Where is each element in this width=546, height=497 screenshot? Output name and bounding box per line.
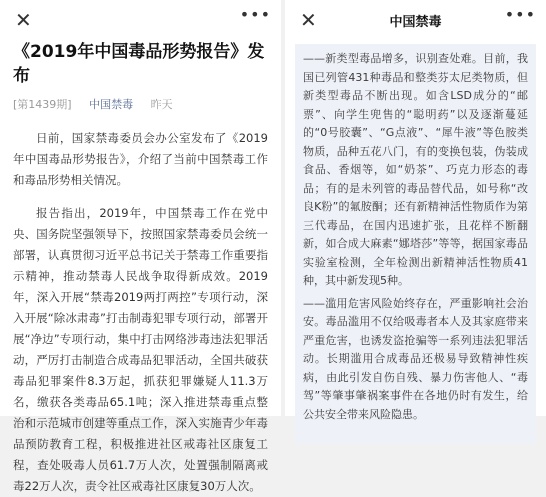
right-article-panel — [285, 0, 546, 421]
article-title: 《2019年中国毒品形势报告》发布 — [13, 42, 265, 86]
more-icon[interactable]: ••• — [239, 5, 271, 24]
highlight-box — [295, 44, 536, 444]
close-icon[interactable]: ✕ — [300, 8, 317, 32]
left-navbar — [0, 0, 281, 40]
close-icon[interactable]: ✕ — [15, 8, 32, 32]
article-paragraph: 报告指出，2019年，中国禁毒工作在党中央、国务院坚强领导下，按照国家禁毒委员会统一部署，认真贯彻习近平总书记关于禁毒工作重要指示精神，推动禁毒人民战争取得新成效。2019年，深入开展“禁毒2019两打两控”专项行动，深入开展“除冰肃毒”打击制毒犯罪专项行动，部署开展“净边”专项行动，集中打击网络涉毒违法犯罪活动，严厉打击制造合成毒品犯罪活动，全国共破获毒品犯罪案件8.3万起，抓获犯罪嫌疑人11.3万名，缴获各类毒品65.1吨；深入推进禁毒重点整治和示范城市创建等重点工作，深入实施青少年毒品预防教育工程，积极推进社区戒毒社区康复工程，查处吸毒人员61.7万人次，处置强制隔离戒毒22万人次，责令社区戒毒社区康复30万人次。 — [13, 206, 268, 493]
page-title: 中国禁毒 — [389, 15, 442, 30]
account-link[interactable]: 中国禁毒 — [89, 98, 134, 111]
issue-tag: [第1439期] — [13, 98, 72, 111]
article-paragraph: ——新类型毒品增多，识别查处难。目前，我国已列管431种毒品和整类芬太尼类物质，但新类型毒品不断出现。如含LSD成分的“邮票”、向学生兜售的“聪明药”以及逐渐蔓延的“0号胶囊”、“G点液”、“犀牛液”等色胺类物质，品种五花八门，有的变换包装，伪装成食品、香烟等，如“奶茶”、巧克力形态的毒品；有的是未列管的毒品替代品，如号称“改良K粉”的氟胺酮；还有新精神活性物质作为第三代毒品，在国内迅速扩张，且花样不断翻新，如合成大麻素“娜塔莎”等等，据国家毒品实验室检测，全年检测出新精神活性物质41种，其中新发现5种。 — [303, 52, 528, 287]
article-meta — [13, 96, 268, 112]
article-body — [0, 40, 281, 497]
right-navbar — [285, 0, 546, 40]
article-paragraph: ——滥用危害风险始终存在，严重影响社会治安。毒品滥用不仅给吸毒者本人及其家庭带来严重危害，也诱发盗抢骗等一系列违法犯罪活动。长期滥用合成毒品还极易导致精神性疾病，由此引发自伤自残、暴力伤害他人、“毒驾”等肇事肇祸案事件在各地仍时有发生，给公共安全带来风险隐患。 — [303, 296, 528, 421]
article-paragraph: 日前，国家禁毒委员会办公室发布了《2019年中国毒品形势报告》，介绍了当前中国禁毒工作和毒品形势相关情况。 — [13, 131, 268, 187]
more-icon[interactable]: ••• — [504, 5, 536, 24]
publish-time: 昨天 — [150, 98, 173, 111]
